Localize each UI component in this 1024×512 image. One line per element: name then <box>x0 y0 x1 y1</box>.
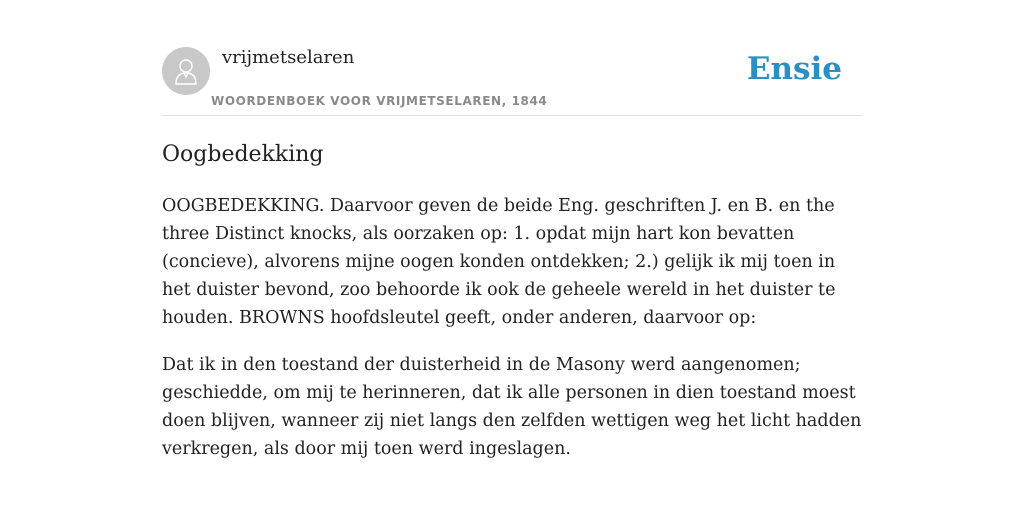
entry-card <box>162 0 862 512</box>
avatar[interactable] <box>162 47 210 95</box>
user-icon <box>173 57 199 85</box>
brand-logo[interactable]: Ensie <box>746 51 842 87</box>
article-body <box>162 192 862 482</box>
source-label[interactable]: WOORDENBOEK VOOR VRIJMETSELAREN, 1844 <box>211 94 548 108</box>
page-title: Oogbedekking <box>162 142 324 167</box>
paragraph: Dat ik in den toestand der duisterheid in de Masony werd aangenomen; geschiedde, om mij te herinneren, dat ik alle personen in dien toestand moest doen blijven, wanneer zij niet langs den zelfden wettigen weg het licht hadden verkregen, als door mij toen werd ingeslagen. <box>162 355 862 459</box>
paragraph: OOGBEDEKKING. Daarvoor geven de beide Eng. geschriften J. en B. en the three Distinct knocks, als oorzaken op: 1. opdat mijn hart kon bevatten (concieve), alvorens mijne oogen konden ontdekken; 2.) gelijk ik mij toen in het duister bevond, zoo behoorde ik ook de geheele wereld in het duister te houden. BROWNS hoofdsleutel geeft, onder anderen, daarvoor op: <box>162 196 836 328</box>
entry-header <box>162 0 862 116</box>
username-link[interactable]: vrijmetselaren <box>222 47 355 68</box>
